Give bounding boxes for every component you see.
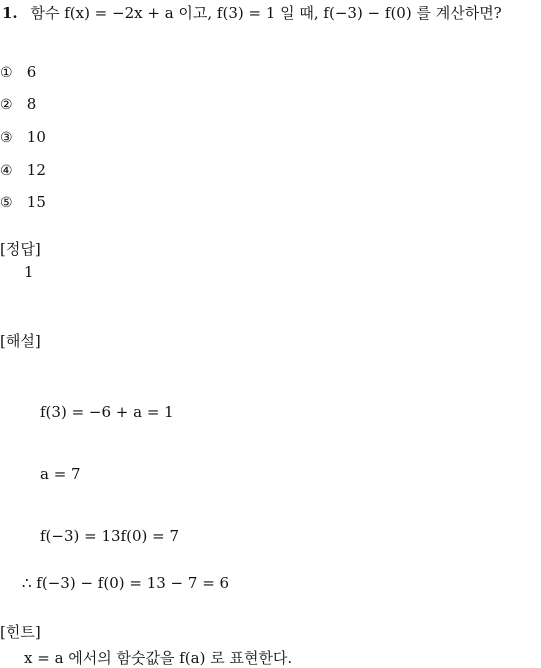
explanation-line-1: f(3) = −6 + a = 1 — [40, 403, 174, 421]
answer-value: 1 — [24, 263, 34, 281]
option-mark: ③ — [0, 130, 13, 146]
answer-label: [정답] — [0, 240, 41, 258]
option-value: 10 — [26, 128, 46, 146]
question — [2, 2, 502, 23]
option-2[interactable] — [0, 95, 36, 113]
option-5[interactable] — [0, 193, 46, 211]
option-mark: ① — [0, 65, 13, 81]
option-1[interactable] — [0, 63, 36, 81]
hint-label: [힌트] — [0, 623, 41, 641]
explanation-label: [해설] — [0, 332, 41, 350]
option-value: 8 — [26, 95, 37, 113]
option-value: 12 — [26, 161, 46, 179]
option-4[interactable] — [0, 161, 46, 179]
hint-text: x = a 에서의 함숫값을 f(a) 로 표현한다. — [24, 649, 293, 667]
question-text: 함수 f(x) = −2x + a 이고, f(3) = 1 일 때, f(−3) − f(0) 를 계산하면? — [30, 4, 502, 22]
question-number: 1. — [2, 4, 18, 22]
explanation-line-3: f(−3) = 13f(0) = 7 — [40, 527, 180, 545]
option-mark: ② — [0, 97, 13, 113]
option-3[interactable] — [0, 128, 46, 146]
option-value: 15 — [26, 193, 46, 211]
option-mark: ⑤ — [0, 195, 13, 211]
explanation-conclusion: ∴ f(−3) − f(0) = 13 − 7 = 6 — [22, 574, 230, 592]
option-mark: ④ — [0, 163, 13, 179]
explanation-line-2: a = 7 — [40, 465, 81, 483]
option-value: 6 — [26, 63, 37, 81]
